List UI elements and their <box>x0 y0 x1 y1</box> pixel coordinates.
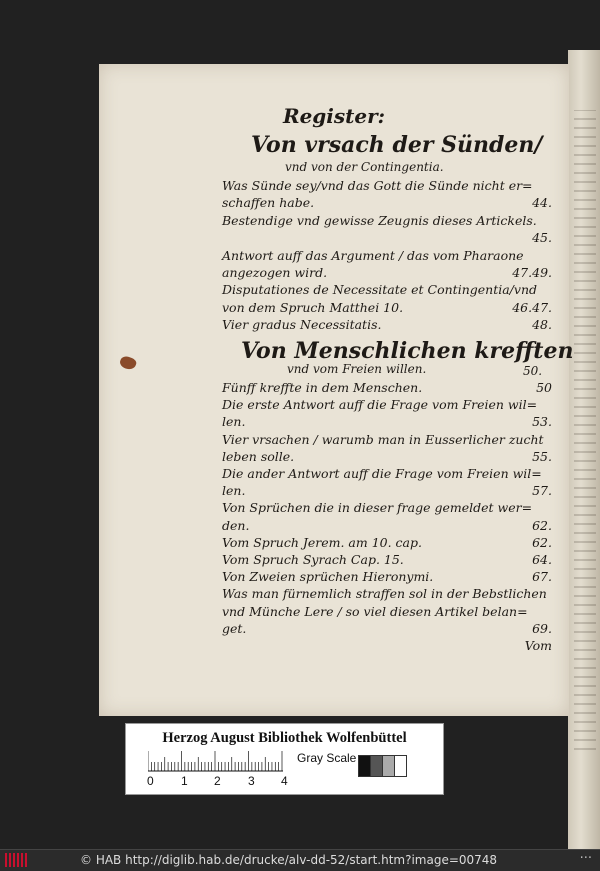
section2-subheading: vnd vom Freien willen. <box>287 362 427 376</box>
facing-page-edge <box>568 50 600 849</box>
entry-page-number: Vom <box>524 638 552 653</box>
entry-page-number: 53. <box>532 414 552 430</box>
archive-label <box>125 723 444 795</box>
measurement-ruler <box>148 750 283 772</box>
section2-subheading-page: 50. <box>523 364 543 378</box>
entry-text: Was Sünde sey/vnd das Gott die Sünde nicht er= <box>222 178 533 193</box>
index-entry <box>222 178 552 194</box>
entry-page-number: 48. <box>532 317 552 333</box>
section2-heading: Von Menschlichen krefften <box>241 338 574 364</box>
entry-text: Von Sprüchen die in dieser frage gemeldet wer= <box>222 500 533 516</box>
entry-text: Vier gradus Necessitatis. <box>222 317 382 333</box>
entry-text: Vom Spruch Jerem. am 10. cap. <box>222 534 422 550</box>
entry-text: angezogen wird. <box>222 265 328 280</box>
index-entry <box>222 195 552 211</box>
scale-number-1: 1 <box>181 774 188 788</box>
section1-heading: Von vrsach der Sünden/ <box>251 132 543 158</box>
index-entry <box>222 483 552 499</box>
index-entry <box>222 300 552 316</box>
entry-page-number: 62. <box>532 534 552 550</box>
entry-text: get. <box>222 620 247 636</box>
entry-page-number: 45. <box>532 230 552 246</box>
entry-text: von dem Spruch Matthei 10. <box>222 299 404 315</box>
index-entry <box>222 414 552 430</box>
index-entry <box>222 569 552 585</box>
entry-text: Die erste Antwort auff die Frage vom Freien wil= <box>222 397 538 413</box>
entry-page-number: 67. <box>532 569 552 585</box>
index-entry <box>222 586 552 602</box>
index-entry <box>222 638 552 654</box>
entry-text: den. <box>222 517 250 533</box>
index-entry <box>222 282 552 298</box>
source-url[interactable]: © HAB http://diglib.hab.de/drucke/alv-dd-52/start.htm?image=00748 <box>80 853 498 867</box>
institution-name: Herzog August Bibliothek Wolfenbüttel <box>162 730 407 746</box>
index-entry <box>222 604 552 620</box>
register-title: Register: <box>282 104 386 128</box>
entry-page-number: 64. <box>532 552 552 567</box>
index-entry <box>222 265 552 281</box>
index-entry <box>222 500 552 516</box>
status-bar <box>0 849 600 871</box>
index-entry <box>222 317 552 333</box>
hab-logo-icon <box>5 853 27 867</box>
gray-swatch-white <box>394 755 407 777</box>
entry-text: schaffen habe. <box>222 195 315 211</box>
entry-page-number: 55. <box>532 448 552 464</box>
entry-text: Was man fürnemlich straffen sol in der Bebstlichen <box>222 586 547 602</box>
entry-text: Fünff kreffte in dem Menschen. <box>222 380 423 395</box>
entry-text: Die ander Antwort auff die Frage vom Freien wil= <box>222 466 542 481</box>
entry-page-number: 44. <box>532 195 552 211</box>
entry-page-number: 46.47. <box>512 299 552 315</box>
entry-page-number: 57. <box>532 483 552 499</box>
index-entry <box>222 535 552 551</box>
index-entry <box>222 397 552 413</box>
entry-text: len. <box>222 414 246 430</box>
ink-stain <box>118 355 137 372</box>
entry-text: len. <box>222 483 246 499</box>
index-entry <box>222 213 552 229</box>
menu-icon[interactable]: ··· <box>579 851 592 866</box>
index-entry <box>222 248 552 264</box>
gray-scale-label: Gray Scale <box>297 751 357 765</box>
index-entry <box>222 380 552 396</box>
entry-text: Vom Spruch Syrach Cap. 15. <box>222 552 404 567</box>
index-entry <box>222 518 552 534</box>
entry-text: Disputationes de Necessitate et Contingentia/vnd <box>222 282 538 298</box>
index-entry <box>222 466 552 482</box>
entry-text: Antwort auff das Argument / das vom Pharaone <box>222 247 524 263</box>
scale-number-3: 3 <box>248 774 255 788</box>
entry-page-number: 47.49. <box>512 265 552 280</box>
entry-text: Vier vrsachen / warumb man in Eusserlicher zucht <box>222 431 544 447</box>
entry-text: Von Zweien sprüchen Hieronymi. <box>222 569 434 585</box>
index-entry <box>222 449 552 465</box>
entry-page-number: 69. <box>532 620 552 636</box>
entry-page-number: 50 <box>536 380 552 395</box>
index-entry <box>222 621 552 637</box>
document-page <box>99 64 574 716</box>
entry-page-number: 62. <box>532 517 552 533</box>
section1-subheading: vnd von der Contingentia. <box>285 160 444 174</box>
scale-number-0: 0 <box>147 774 154 788</box>
index-entry <box>222 432 552 448</box>
scale-number-2: 2 <box>214 774 221 788</box>
entry-text: Bestendige vnd gewisse Zeugnis dieses Artickels. <box>222 212 537 228</box>
index-entry <box>222 552 552 568</box>
entry-text: vnd Münche Lere / so viel diesen Artikel belan= <box>222 603 528 619</box>
entry-text: leben solle. <box>222 448 295 464</box>
index-entry <box>222 230 552 246</box>
scale-number-4: 4 <box>281 774 288 788</box>
